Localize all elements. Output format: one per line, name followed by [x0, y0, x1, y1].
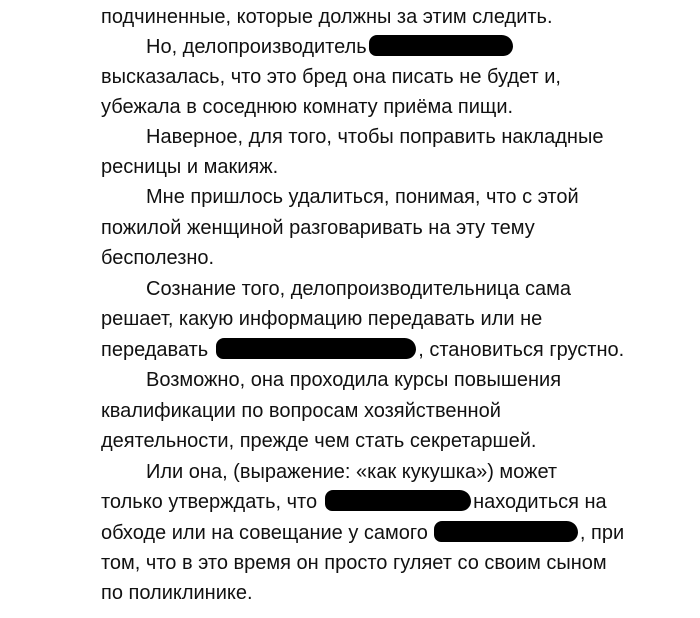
text-segment: Возможно, она проходила курсы повышения	[146, 369, 562, 391]
text-segment: Или она, (выражение: «как кукушка») может	[146, 461, 558, 483]
text-segment: , становиться грустно.	[418, 339, 625, 361]
text-line	[101, 213, 535, 243]
redaction-mark	[325, 490, 471, 511]
text-line	[101, 548, 607, 578]
text-line	[101, 2, 553, 32]
text-segment: обходе или на совещание у самого	[101, 522, 428, 544]
text-segment: квалификации по вопросам хозяйственной	[101, 400, 501, 422]
text-line	[101, 304, 542, 334]
text-line	[146, 32, 513, 62]
text-segment: передавать	[101, 339, 209, 361]
text-segment: Мне пришлось удалиться, понимая, что с этой	[146, 186, 579, 208]
text-segment: Но, делопроизводитель	[146, 36, 367, 58]
text-line	[146, 274, 571, 304]
text-segment: высказалась, что это бред она писать не будет и,	[101, 66, 561, 88]
text-line	[101, 62, 561, 92]
text-segment: находиться на	[473, 491, 607, 513]
text-segment: Наверное, для того, чтобы поправить накладные	[146, 126, 604, 148]
text-line	[101, 396, 501, 426]
redaction-mark	[216, 338, 416, 359]
text-segment: убежала в соседнюю комнату приёма пищи.	[101, 96, 514, 118]
redaction-mark	[369, 35, 513, 56]
text-segment: по поликлинике.	[101, 582, 253, 604]
text-segment: пожилой женщиной разговаривать на эту тему	[101, 217, 535, 239]
text-line	[101, 487, 607, 517]
text-line	[101, 578, 253, 608]
text-segment: деятельности, прежде чем стать секретаршей.	[101, 430, 537, 452]
text-line	[146, 122, 603, 152]
text-line	[101, 92, 513, 122]
text-line	[146, 457, 557, 487]
text-line	[101, 518, 624, 548]
text-segment: , при	[579, 522, 625, 544]
text-segment: том, что в это время он просто гуляет со своим сыном	[101, 552, 607, 574]
text-segment: Сознание того, делопроизводительница сама	[146, 278, 572, 300]
text-line	[146, 182, 579, 212]
redaction-mark	[434, 521, 578, 542]
text-line	[101, 152, 278, 182]
text-line	[101, 426, 536, 456]
text-line	[101, 335, 624, 365]
text-segment: только утверждать, что	[101, 491, 318, 513]
text-segment: бесполезно.	[101, 247, 215, 269]
text-line	[101, 243, 214, 273]
text-segment: решает, какую информацию передавать или не	[101, 308, 543, 330]
text-line	[146, 365, 561, 395]
text-segment: подчиненные, которые должны за этим следить.	[101, 6, 553, 28]
text-segment: ресницы и макияж.	[101, 156, 279, 178]
